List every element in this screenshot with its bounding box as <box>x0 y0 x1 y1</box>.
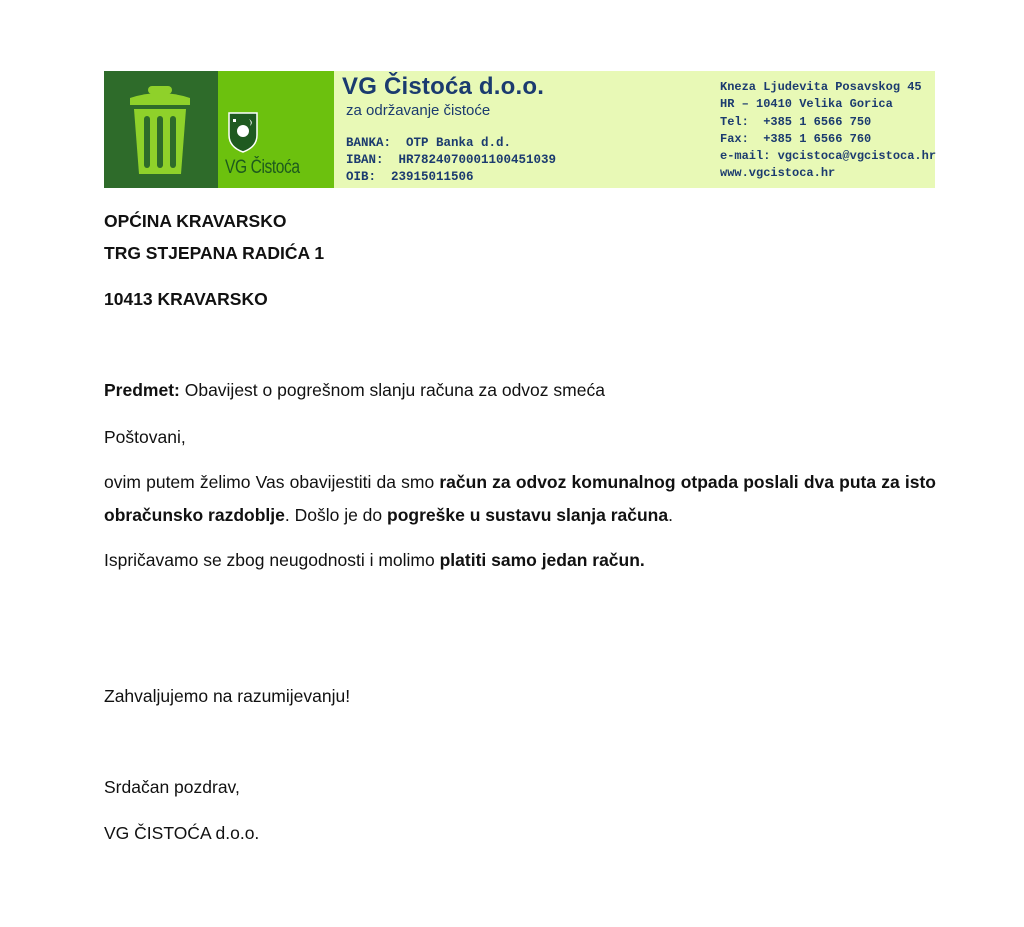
coat-of-arms-icon <box>227 111 259 153</box>
company-name: VG Čistoća d.o.o. <box>342 73 545 100</box>
oib-line: OIB: 23915011506 <box>346 170 474 184</box>
iban-line: IBAN: HR7824070001100451039 <box>346 153 557 167</box>
thanks-line: Zahvaljujemo na razumijevanju! <box>104 686 351 706</box>
recipient-name: OPĆINA KRAVARSKO <box>104 211 287 231</box>
fax-line: Fax: +385 1 6566 760 <box>720 131 872 146</box>
subject-line <box>104 380 605 401</box>
p1-bold-2: pogreške u sustavu slanja računa <box>387 505 669 525</box>
p2-bold: platiti samo jedan račun. <box>439 550 645 570</box>
email-line: e-mail: vgcistoca@vgcistoca.hr <box>720 149 937 164</box>
p1-text-3: . <box>668 505 673 525</box>
recipient-street: TRG STJEPANA RADIĆA 1 <box>104 243 325 263</box>
bank-details <box>346 135 556 186</box>
p1-text-2: . Došlo je do <box>284 505 388 525</box>
p1-text-1: ovim putem želimo Vas obavijestiti da smo <box>104 472 440 492</box>
subject-text: Obavijest o pogrešnom slanju računa za odvoz smeća <box>179 380 605 400</box>
recipient-city: 10413 KRAVARSKO <box>104 289 268 309</box>
greeting: Poštovani, <box>104 427 186 447</box>
p1-bold-1: račun za odvoz komunalnog otpada poslali dva puta za isto obračunsko razdoblje <box>104 472 936 525</box>
phone-line: Tel: +385 1 6566 750 <box>720 114 872 129</box>
logo-text: VG Čistoća <box>225 157 300 178</box>
body-paragraph-2 <box>104 550 645 571</box>
p2-text: Ispričavamo se zbog neugodnosti i molimo <box>104 550 440 570</box>
bank-line: BANKA: OTP Banka d.d. <box>346 136 512 150</box>
closing-line: Srdačan pozdrav, <box>104 777 240 797</box>
body-paragraph-1 <box>104 466 936 532</box>
signature-line: VG ČISTOĆA d.o.o. <box>104 823 260 843</box>
subject-label: Predmet: <box>104 380 180 400</box>
info-panel <box>334 71 935 188</box>
website-line: www.vgcistoca.hr <box>720 166 836 181</box>
letterhead-banner <box>104 71 935 188</box>
company-tagline: za održavanje čistoće <box>346 102 491 119</box>
address-city: HR – 10410 Velika Gorica <box>720 97 893 112</box>
bin-panel <box>104 71 218 188</box>
logo-panel <box>218 71 334 188</box>
address-street: Kneza Ljudevita Posavskog 45 <box>720 80 922 94</box>
contact-details <box>720 79 936 183</box>
trash-bin-icon <box>126 86 194 176</box>
